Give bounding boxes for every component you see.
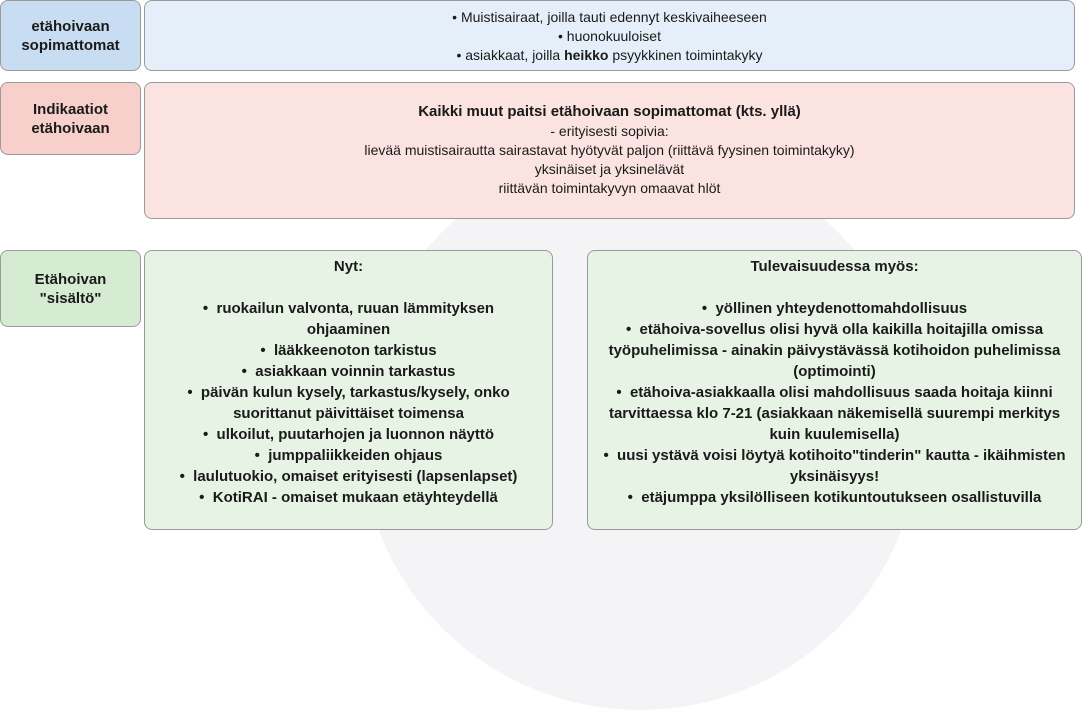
label-indications	[0, 82, 141, 155]
indications-line-2: lievää muistisairautta sairastavat hyötyvät paljon (riittävä fyysinen toimintakyky)	[364, 142, 855, 158]
now-item-7: • laulutuokio, omaiset erityisesti (lapsenlapset)	[167, 466, 530, 487]
unsuitable-box	[144, 0, 1075, 71]
label-content-line-2: "sisältö"	[39, 289, 102, 307]
label-indications-line-1: Indikaatiot	[32, 100, 108, 118]
now-heading: Nyt:	[333, 258, 364, 275]
now-item-2: • lääkkeenoton tarkistus	[167, 340, 530, 361]
now-list	[145, 298, 552, 508]
unsuitable-item-3-pre: asiakkaat, joilla	[465, 47, 565, 63]
now-item-3: • asiakkaan voinnin tarkastus	[167, 361, 530, 382]
unsuitable-item-3-post: psyykkinen toimintakyky	[608, 47, 763, 63]
label-content	[0, 250, 141, 327]
now-item-4: • päivän kulun kysely, tarkastus/kysely, onko suorittanut päivittäiset toimensa	[167, 382, 530, 424]
future-heading: Tulevaisuudessa myös:	[750, 258, 919, 275]
now-item-6: • jumppaliikkeiden ohjaus	[167, 445, 530, 466]
future-list	[588, 298, 1081, 508]
label-content-line-1: Etähoivan	[34, 270, 107, 288]
content-future-box	[587, 250, 1082, 530]
indications-heading: Kaikki muut paitsi etähoivaan sopimattomat (kts. yllä)	[418, 103, 801, 120]
future-item-2: • etähoiva-sovellus olisi hyvä olla kaikilla hoitajilla omissa työpuhelimissa - ainakin päivystävässä kotihoidon puhelimissa (optimointi)	[598, 319, 1071, 382]
now-item-1: • ruokailun valvonta, ruuan lämmityksen ohjaaminen	[167, 298, 530, 340]
indications-box	[144, 82, 1075, 219]
indications-line-4: riittävän toimintakyvyn omaavat hlöt	[498, 180, 721, 196]
future-item-4: • uusi ystävä voisi löytyä kotihoito"tinderin" kautta - ikäihmisten yksinäisyys!	[598, 445, 1071, 487]
label-unsuitable-line-1: etähoivaan	[31, 17, 110, 35]
label-unsuitable	[0, 0, 141, 71]
future-item-3: • etähoiva-asiakkaalla olisi mahdollisuus saada hoitaja kiinni tarvittaessa klo 7-21 (asiakkaan näkemisellä suurempi merkitys kuin kuulemisella)	[598, 382, 1071, 445]
unsuitable-item-3	[145, 46, 1074, 65]
content-now-box	[144, 250, 553, 530]
unsuitable-item-2: • huonokuuloiset	[145, 27, 1074, 46]
label-unsuitable-line-2: sopimattomat	[21, 36, 120, 54]
label-indications-line-2: etähoivaan	[31, 119, 110, 137]
unsuitable-item-3-bold: heikko	[564, 47, 609, 63]
now-item-5: • ulkoilut, puutarhojen ja luonnon näyttö	[167, 424, 530, 445]
future-item-5: • etäjumppa yksilölliseen kotikuntoutukseen osallistuvilla	[598, 487, 1071, 508]
now-item-8: • KotiRAI - omaiset mukaan etäyhteydellä	[167, 487, 530, 508]
future-item-1: • yöllinen yhteydenottomahdollisuus	[598, 298, 1071, 319]
unsuitable-item-1: • Muistisairaat, joilla tauti edennyt keskivaiheeseen	[145, 8, 1074, 27]
indications-line-1: - erityisesti sopivia:	[550, 123, 669, 139]
indications-line-3: yksinäiset ja yksinelävät	[534, 161, 685, 177]
